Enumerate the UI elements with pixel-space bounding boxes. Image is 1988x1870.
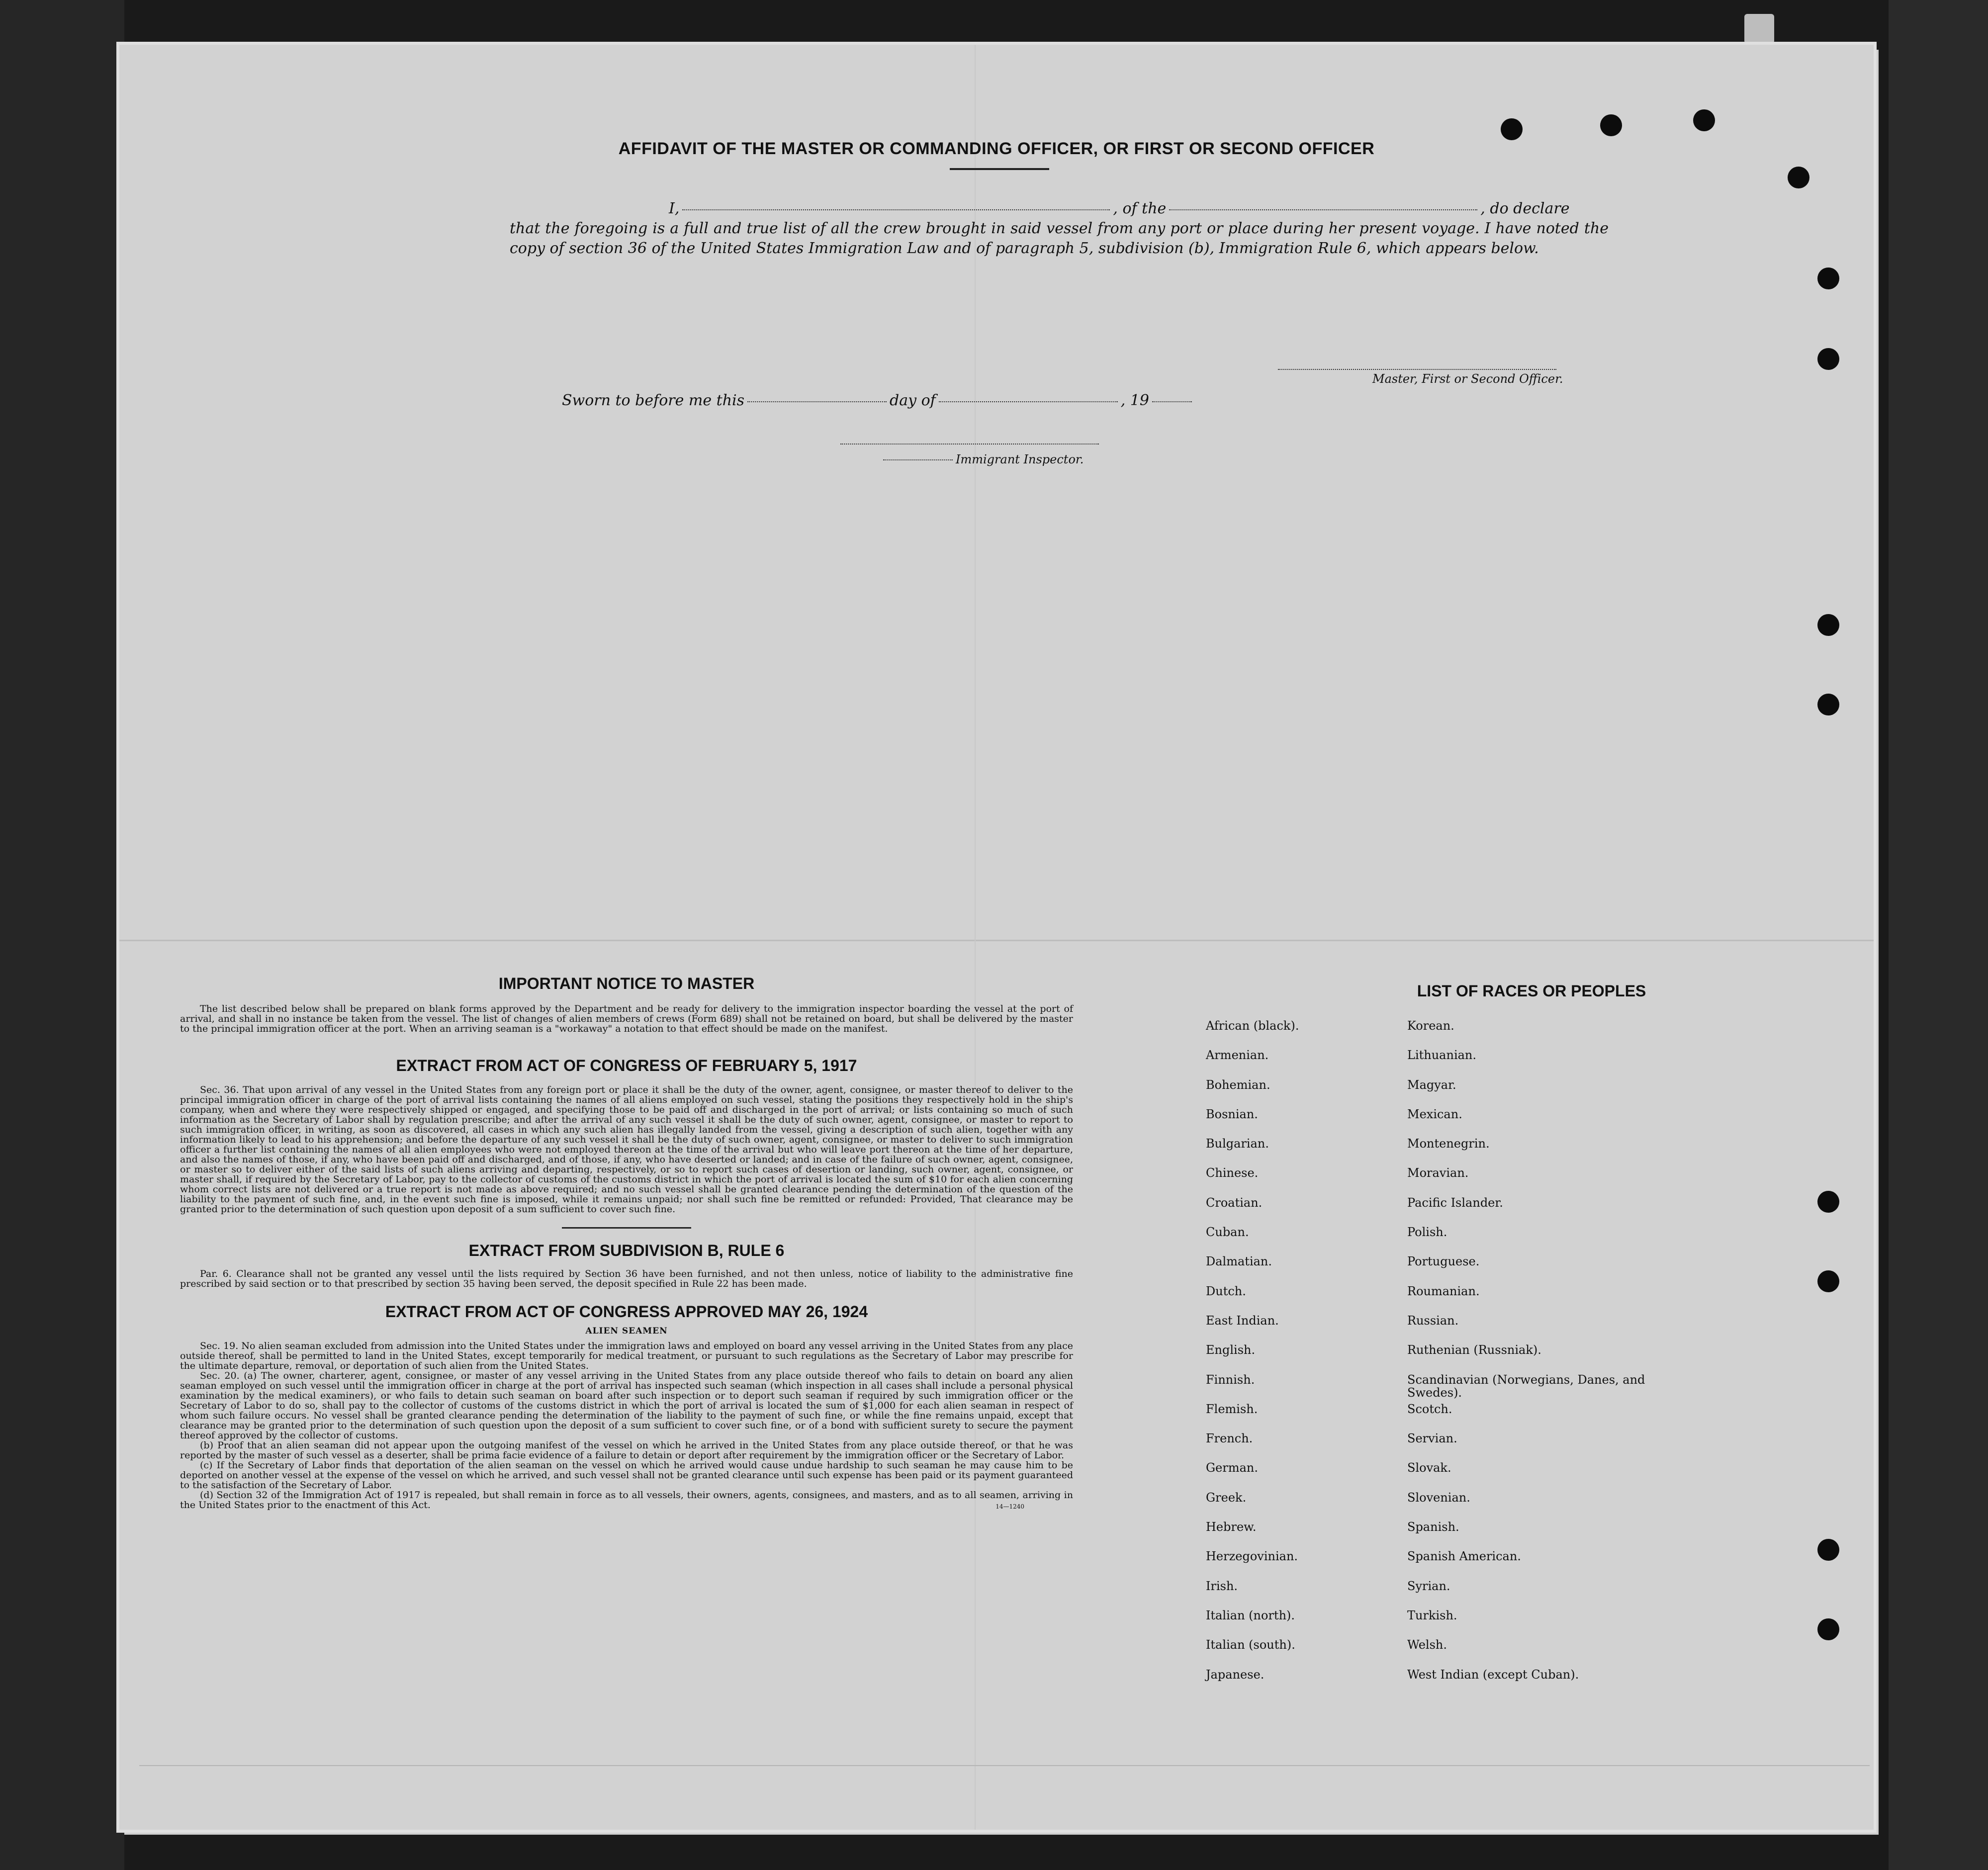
rule-6-title: EXTRACT FROM SUBDIVISION B, RULE 6 xyxy=(468,1242,785,1259)
year-field[interactable] xyxy=(1152,401,1192,402)
race-item: Spanish. xyxy=(1407,1520,1459,1534)
sec20c-paragraph: (c) If the Secretary of Labor finds that deportation of the alien seaman on the vessel on which he arrived would cause undue hardship to such seaman he may cause him to be deported on another vessel at the expense of the vessel on which he arrived, and such vessel shall not be granted clearance until such expense has been paid or its payment guaranteed to the satisfaction of the Secretary of Labor. xyxy=(180,1460,1073,1491)
race-item: Lithuanian. xyxy=(1407,1048,1477,1063)
races-title: LIST OF RACES OR PEOPLES xyxy=(1417,982,1646,1000)
race-item: Armenian. xyxy=(1206,1048,1269,1063)
signature-line[interactable] xyxy=(1278,369,1556,370)
race-item: Syrian. xyxy=(1407,1579,1450,1593)
i-label: I, xyxy=(669,200,680,217)
title-rule xyxy=(950,168,1049,170)
vessel-name-field[interactable] xyxy=(1169,209,1477,210)
race-item: West Indian (except Cuban). xyxy=(1407,1667,1579,1682)
race-item: Magyar. xyxy=(1407,1077,1456,1092)
affidavit-first-line xyxy=(510,199,1609,219)
binding-hole xyxy=(1817,1270,1839,1292)
binding-hole xyxy=(1788,167,1809,188)
race-item: East Indian. xyxy=(1206,1313,1279,1328)
sec20d-paragraph: (d) Section 32 of the Immigration Act of 1917 is repealed, but shall remain in force as to all vessels, their owners, agents, consignees, and masters, and as to all seamen, arriving in the United States prior to the enactment of this Act. xyxy=(180,1490,1073,1511)
sec20b-paragraph: (b) Proof that an alien seaman did not appear upon the outgoing manifest of the vessel on which he arrived in the United States from any place outside thereof, or that he was reported by the master of such vessel as a deserter, shall be prima facie evidence of a failure to detain or deport after requirement by the immigration officer or the Secretary of Labor. xyxy=(180,1440,1073,1461)
binding-hole xyxy=(1817,1539,1839,1561)
race-item: Italian (south). xyxy=(1206,1638,1295,1652)
notice-paragraph: The list described below shall be prepared on blank forms approved by the Department and be ready for delivery to the immigration inspector boarding the vessel at the port of arrival, and shall in no instance be taken from the vessel. The list of changes of alien members of crews (Form 689) shall not be retained on board, but shall be delivered by the master to the principal immigration officer at the port. When an arriving seaman is a "workaway" a notation to that effect should be made on the manifest. xyxy=(180,1003,1073,1034)
race-item: Dalmatian. xyxy=(1206,1254,1272,1269)
race-item: Welsh. xyxy=(1407,1638,1447,1652)
sec20a-paragraph: Sec. 20. (a) The owner, charterer, agent, consignee, or master of any vessel arriving in the United States from any place outside thereof who fails to detain on board any alien seaman employed on such vessel until the immigration officer in charge at the port of arrival has inspected such seaman (which inspection in all cases shall include a personal physical examination by the medical examiners), or who fails to detain such seaman on board after such inspection or to deport such seaman if required by such immigration officer or the Secretary of Labor to do so, shall pay to the collector of customs of the customs district in which the port of arrival is located the sum of $1,000 for each alien seaman in respect of whom such failure occurs. No vessel shall be granted clearance pending the determination of the liability to the payment of such fine, or while the fine remains unpaid, except that clearance may be granted prior to the determination of such question upon the deposit of a sum sufficient to cover such fine, or of a bond with sufficient surety to secure the payment thereof approved by the collector of customs. xyxy=(180,1370,1073,1441)
binding-hole xyxy=(1501,118,1523,140)
signature-label: Master, First or Second Officer. xyxy=(1372,372,1563,386)
sec19-paragraph: Sec. 19. No alien seaman excluded from admission into the United States under the immigration laws and employed on board any vessel arriving in the United States from any place outside thereof, shall be permitted to land in the United States, except temporarily for medical treatment, or pursuant to such regulations as the Secretary of Labor may prescribe for the ultimate departure, removal, or deportation of such alien from the United States. xyxy=(180,1340,1073,1371)
par6-paragraph: Par. 6. Clearance shall not be granted any vessel until the lists required by Section 36 have been furnished, and not then unless, notice of liability to the administrative fine prescribed by said section or to that prescribed by section 35 having been served, the deposit specified in Rule 22 has been made. xyxy=(180,1268,1073,1289)
day-field[interactable] xyxy=(747,401,887,402)
inspector-label-row xyxy=(880,452,1084,466)
notice-text xyxy=(180,1004,1073,1034)
race-item: Herzegovinian. xyxy=(1206,1549,1298,1564)
document-page xyxy=(119,45,1874,1830)
race-item: Dutch. xyxy=(1206,1284,1246,1298)
race-item: Chinese. xyxy=(1206,1166,1259,1180)
race-item: Italian (north). xyxy=(1206,1608,1295,1622)
race-item: French. xyxy=(1206,1431,1253,1446)
alien-seamen-subtitle: ALIEN SEAMEN xyxy=(585,1326,668,1336)
race-item: Mexican. xyxy=(1407,1107,1462,1121)
race-item: Turkish. xyxy=(1407,1608,1457,1622)
race-item: German. xyxy=(1206,1461,1258,1475)
day-of-label: day of xyxy=(890,392,936,409)
notices-column xyxy=(179,975,1074,1510)
race-item: Scandinavian (Norwegians, Danes, and Swedes). xyxy=(1407,1372,1645,1400)
affidavit-body xyxy=(510,199,1609,259)
fold-line-vertical xyxy=(975,45,976,1830)
binding-hole xyxy=(1817,1618,1839,1640)
inspector-dots xyxy=(883,459,953,460)
races-list xyxy=(1206,1019,1703,1697)
affidavit-statement: that the foregoing is a full and true list of all the crew brought in said vessel from any port or place during her present voyage. I have noted the copy of section 36 of the United States Immigration Law and of paragraph 5, subdivision (b), Immigration Rule 6, which appears below. xyxy=(510,220,1609,257)
race-item: Servian. xyxy=(1407,1431,1457,1446)
race-item: Greek. xyxy=(1206,1490,1247,1505)
race-item: Polish. xyxy=(1407,1225,1447,1240)
binding-hole xyxy=(1817,267,1839,289)
race-item: Bohemian. xyxy=(1206,1077,1270,1092)
race-item: Roumanian. xyxy=(1407,1284,1480,1298)
do-declare-label: , do declare xyxy=(1480,200,1570,217)
race-item: Cuban. xyxy=(1206,1225,1249,1240)
race-item: Bulgarian. xyxy=(1206,1137,1269,1151)
binding-hole xyxy=(1817,694,1839,715)
form-number: 14—1240 xyxy=(995,1503,1024,1510)
race-item: Bosnian. xyxy=(1206,1107,1258,1121)
race-item: Slovak. xyxy=(1407,1461,1451,1475)
race-item: African (black). xyxy=(1206,1019,1299,1033)
race-item: Finnish. xyxy=(1206,1372,1255,1387)
race-item: Ruthenian (Russniak). xyxy=(1407,1343,1541,1357)
paper-tab xyxy=(1744,14,1774,44)
year-label: , 19 xyxy=(1120,392,1150,409)
act-1917-title: EXTRACT FROM ACT OF CONGRESS OF FEBRUARY 5, 1917 xyxy=(396,1057,857,1074)
scan-background-right xyxy=(1889,0,1988,1870)
race-item: English. xyxy=(1206,1343,1256,1357)
inspector-label: Immigrant Inspector. xyxy=(956,452,1084,466)
binding-hole xyxy=(1817,1191,1839,1213)
sworn-label: Sworn to before me this xyxy=(562,392,745,409)
race-item: Spanish American. xyxy=(1407,1549,1521,1564)
race-item: Japanese. xyxy=(1206,1667,1265,1682)
fold-line-horizontal xyxy=(119,940,1874,941)
race-item: Croatian. xyxy=(1206,1195,1263,1210)
act-1924-title: EXTRACT FROM ACT OF CONGRESS APPROVED MAY 26, 1924 xyxy=(385,1303,868,1321)
race-item: Slovenian. xyxy=(1407,1490,1470,1505)
of-the-label: , of the xyxy=(1113,200,1167,217)
race-item: Montenegrin. xyxy=(1407,1137,1490,1151)
race-item: Hebrew. xyxy=(1206,1520,1257,1534)
race-item: Portuguese. xyxy=(1407,1254,1480,1269)
race-item: Korean. xyxy=(1407,1019,1454,1033)
inspector-signature-line[interactable] xyxy=(840,444,1099,445)
scan-background-left xyxy=(0,0,124,1870)
race-item: Irish. xyxy=(1206,1579,1238,1593)
month-field[interactable] xyxy=(939,401,1118,402)
race-item: Moravian. xyxy=(1407,1166,1469,1180)
race-item: Russian. xyxy=(1407,1313,1459,1328)
act-1917-text xyxy=(180,1085,1073,1214)
affidavit-title: AFFIDAVIT OF THE MASTER OR COMMANDING OFFICER, OR FIRST OR SECOND OFFICER xyxy=(618,139,1375,158)
notice-title: IMPORTANT NOTICE TO MASTER xyxy=(498,975,755,992)
section-divider xyxy=(562,1227,691,1229)
binding-hole xyxy=(1600,114,1622,136)
binding-hole xyxy=(1817,348,1839,370)
rule-6-text xyxy=(180,1269,1073,1289)
officer-name-field[interactable] xyxy=(682,209,1110,210)
race-item: Scotch. xyxy=(1407,1402,1452,1416)
race-item: Flemish. xyxy=(1206,1402,1258,1416)
binding-hole xyxy=(1693,109,1715,131)
sec36-paragraph: Sec. 36. That upon arrival of any vessel in the United States from any foreign port or place it shall be the duty of the owner, agent, consignee, or master thereof to deliver to the principal immigration officer in charge of the port of arrival lists containing the names of all aliens employed on such vessel, stating the positions they respectively hold in the ship's company, when and where they were respectively shipped or engaged, and specifying those to be paid off and discharged in the port of arrival; or lists containing so much of such information as the Secretary of Labor shall by regulation prescribe; and after the arrival of any such vessel it shall be the duty of such owner, agent, consignee, or master to report to such immigration officer, in writing, as soon as discovered, all cases in which any such alien has illegally landed from the vessel, giving a description of such alien, together with any information likely to lead to his apprehension; and before the departure of any such vessel it shall be the duty of such owner, agent, consignee, or master to deliver to such immigration officer a further list containing the names of all alien employees who were not employed thereon at the time of the arrival but who will leave port thereon at the time of her departure, and also the names of those, if any, who have been paid off and discharged, and of those, if any, who have deserted or landed; and in case of the failure of such owner, agent, consignee, or master so to deliver either of the said lists of such aliens arriving and departing, respectively, or so to report such cases of desertion or landing, such owner, agent, consignee, or master shall, if required by the Secretary of Labor, pay to the collector of customs of the customs district in which the port of arrival is located the sum of $10 for each alien concerning whom correct lists are not delivered or a true report is not made as above required; and no such vessel shall be granted clearance pending the determination of the question of the liability to the payment of such fine, and, in the event such fine is imposed, while it remains unpaid; nor shall such fine be remitted or refunded: Provided, That clearance may be granted prior to the determination of such question upon deposit of a sum sufficient to cover such fine. xyxy=(180,1084,1073,1215)
sworn-line xyxy=(562,392,1195,409)
race-item: Pacific Islander. xyxy=(1407,1195,1503,1210)
binding-hole xyxy=(1817,614,1839,636)
act-1924-text xyxy=(180,1341,1073,1510)
page-bottom-edge xyxy=(139,1765,1870,1766)
